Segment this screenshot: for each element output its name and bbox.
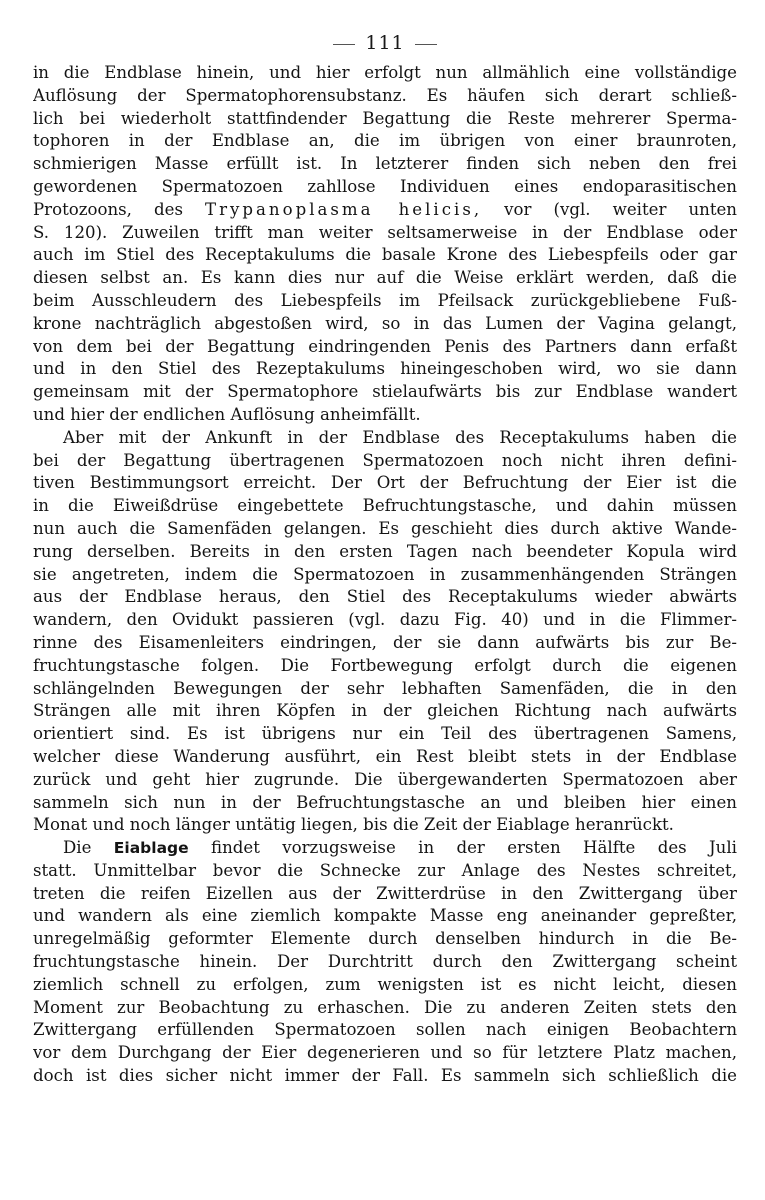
- text-fragment: Die: [63, 838, 114, 858]
- text-line: schmierigen Masse erfüllt ist. In letzterer finden sich neben den frei: [33, 154, 737, 174]
- page-number: 111: [365, 32, 405, 54]
- text-line: gewordenen Spermatozoen zahllose Individuen eines endoparasitischen: [33, 176, 737, 196]
- text-line: fruchtungstasche folgen. Die Fortbewegung erfolgt durch die eigenen: [33, 655, 737, 675]
- text-line: bei der Begattung übertragenen Spermatozoen noch nicht ihren defini-: [33, 450, 737, 470]
- text-line: Aber mit der Ankunft in der Endblase des Receptakulums haben die: [63, 427, 737, 447]
- text-line: doch ist dies sicher nicht immer der Fall. Es sammeln sich schließlich die: [33, 1066, 737, 1086]
- header-dash-right: [415, 44, 437, 45]
- text-line-with-heading-word: [33, 837, 737, 860]
- text-line: wandern, den Ovidukt passieren (vgl. dazu Fig. 40) und in die Flimmer-: [33, 610, 737, 630]
- text-line: in die Eiweißdrüse eingebettete Befruchtungstasche, und dahin müssen: [33, 496, 737, 516]
- text-fragment: vor (vgl. weiter unten: [482, 199, 737, 219]
- text-line: krone nachträglich abgestoßen wird, so in das Lumen der Vagina gelangt,: [33, 313, 737, 333]
- text-line: statt. Unmittelbar bevor die Schnecke zur Anlage des Nestes schreitet,: [33, 860, 737, 880]
- text-line: vor dem Durchgang der Eier degenerieren und so für letztere Platz machen,: [33, 1043, 737, 1063]
- text-line: ziemlich schnell zu erfolgen, zum wenigsten ist es nicht leicht, diesen: [33, 974, 737, 994]
- text-line: rung derselben. Bereits in den ersten Tagen nach beendeter Kopula wird: [33, 541, 737, 561]
- text-line: Strängen alle mit ihren Köpfen in der gleichen Richtung nach aufwärts: [33, 701, 737, 721]
- text-line: und hier der endlichen Auflösung anheimfällt.: [33, 404, 421, 424]
- inline-heading: Eiablage: [113, 839, 189, 858]
- text-line: fruchtungstasche hinein. Der Durchtritt durch den Zwittergang scheint: [33, 952, 737, 972]
- text-line-with-species-name: [33, 199, 737, 222]
- paragraph-2: [33, 427, 737, 837]
- text-line: in die Endblase hinein, und hier erfolgt nun allmählich eine vollständige: [33, 63, 737, 82]
- text-line: nun auch die Samenfäden gelangen. Es geschieht dies durch aktive Wande-: [33, 518, 737, 538]
- text-line: tophoren in der Endblase an, die im übrigen von einer braunroten,: [33, 131, 737, 151]
- paragraph-1: [33, 62, 737, 427]
- text-line: diesen selbst an. Es kann dies nur auf die Weise erklärt werden, daß die: [33, 268, 737, 288]
- text-line: auch im Stiel des Receptakulums die basale Krone des Liebespfeils oder gar: [33, 245, 737, 265]
- text-line: welcher diese Wanderung ausführt, ein Rest bleibt stets in der Endblase: [33, 746, 737, 766]
- text-line: lich bei wiederholt stattfindender Begattung die Reste mehrerer Sperma-: [33, 108, 737, 128]
- text-line: Monat und noch länger untätig liegen, bis die Zeit der Eiablage heranrückt.: [33, 815, 674, 835]
- text-line: gemeinsam mit der Spermatophore stielaufwärts bis zur Endblase wandert: [33, 382, 737, 402]
- text-line: beim Ausschleudern des Liebespfeils im Pfeilsack zurückgebliebene Fuß-: [33, 290, 737, 310]
- page-header: [33, 28, 737, 62]
- text-line: schlängelnden Bewegungen der sehr lebhaften Samenfäden, die in den: [33, 678, 737, 698]
- text-line: sammeln sich nun in der Befruchtungstasche an und bleiben hier einen: [33, 792, 737, 812]
- body-text: [33, 62, 737, 1088]
- text-line: unregelmäßig geformter Elemente durch denselben hindurch in die Be-: [33, 929, 737, 949]
- text-line: S. 120). Zuweilen trifft man weiter seltsamerweise in der Endblase oder: [33, 222, 737, 242]
- text-line: treten die reifen Eizellen aus der Zwitterdrüse in den Zwittergang über: [33, 883, 737, 903]
- text-fragment: Protozoons, des: [33, 199, 206, 219]
- text-line: von dem bei der Begattung eindringenden Penis des Partners dann erfaßt: [33, 336, 737, 356]
- paragraph-3: [33, 837, 737, 1088]
- text-line: und wandern als eine ziemlich kompakte Masse eng aneinander gepreßter,: [33, 906, 737, 926]
- text-line: aus der Endblase heraus, den Stiel des Receptakulums wieder abwärts: [33, 587, 737, 607]
- book-page: [33, 28, 737, 1088]
- text-line: Moment zur Beobachtung zu erhaschen. Die zu anderen Zeiten stets den: [33, 997, 737, 1017]
- text-line: Zwittergang erfüllenden Spermatozoen sollen nach einigen Beobachtern: [33, 1020, 737, 1040]
- text-line: sie angetreten, indem die Spermatozoen in zusammenhängenden Strängen: [33, 564, 737, 584]
- text-line: Auflösung der Spermatophorensubstanz. Es häufen sich derart schließ-: [33, 85, 737, 105]
- text-line: zurück und geht hier zugrunde. Die übergewanderten Spermatozoen aber: [33, 769, 737, 789]
- text-line: rinne des Eisamenleiters eindringen, der sie dann aufwärts bis zur Be-: [33, 632, 737, 652]
- text-fragment: findet vorzugsweise in der ersten Hälfte des Juli: [188, 838, 737, 858]
- text-line: tiven Bestimmungsort erreicht. Der Ort der Befruchtung der Eier ist die: [33, 473, 737, 493]
- header-dash-left: [333, 44, 355, 45]
- text-line: orientiert sind. Es ist übrigens nur ein Teil des übertragenen Samens,: [33, 724, 737, 744]
- text-line: und in den Stiel des Rezeptakulums hineingeschoben wird, wo sie dann: [33, 359, 737, 379]
- species-name: Trypanoplasma helicis,: [205, 199, 483, 219]
